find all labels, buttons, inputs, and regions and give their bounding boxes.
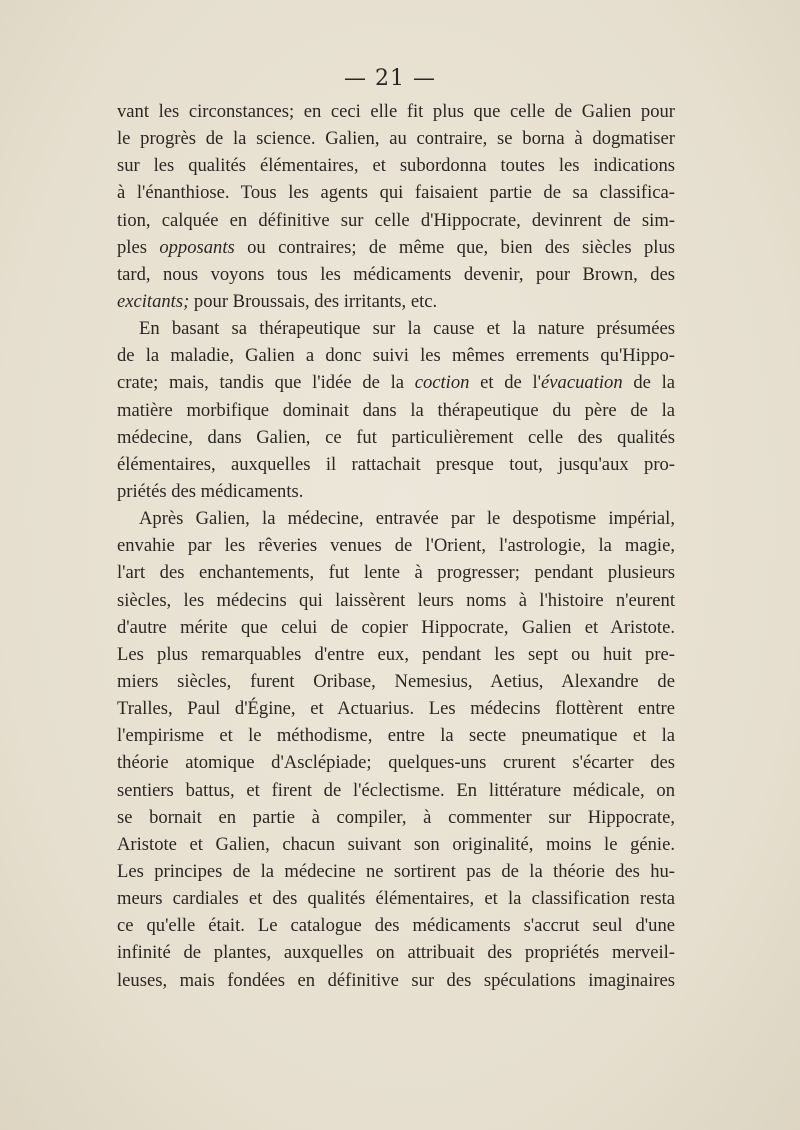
text-line: leuses, mais fondées en définitive sur des spéculations imaginaires: [117, 969, 675, 991]
text-line: Tralles, Paul d'Égine, et Actuarius. Les médecins flottèrent entre: [117, 698, 675, 720]
text-line: le progrès de la science. Galien, au contraire, se borna à dogmatiser: [117, 128, 675, 150]
paragraph: [117, 98, 675, 315]
body-text: [117, 98, 675, 994]
page-number: — 21 —: [344, 66, 436, 91]
italic-term: évacuation: [541, 372, 623, 394]
text-line: matière morbifique dominait dans la thérapeutique du père de la: [117, 399, 675, 421]
text-line: envahie par les rêveries venues de l'Orient, l'astrologie, la magie,: [117, 535, 675, 557]
text-line: miers siècles, furent Oribase, Nemesius, Aetius, Alexandre de: [117, 670, 675, 692]
text-line: l'art des enchantements, fut lente à progresser; pendant plusieurs: [117, 562, 675, 584]
text-line: l'empirisme et le méthodisme, entre la secte pneumatique et la: [117, 725, 675, 747]
text-line: infinité de plantes, auxquelles on attribuait des propriétés merveil-: [117, 942, 675, 964]
italic-term: opposants: [159, 236, 235, 258]
text-line: Les plus remarquables d'entre eux, pendant les sept ou huit pre-: [117, 643, 675, 665]
text-line: Aristote et Galien, chacun suivant son originalité, moins le génie.: [117, 833, 675, 855]
text-line: En basant sa thérapeutique sur la cause et la nature présumées: [139, 318, 675, 340]
text-line: meurs cardiales et des qualités élémentaires, et la classification resta: [117, 888, 675, 910]
text-line: se bornait en partie à compiler, à commenter sur Hippocrate,: [117, 806, 675, 828]
text-line: à l'énanthiose. Tous les agents qui faisaient partie de sa classifica-: [117, 182, 675, 204]
text-line: crate; mais, tandis que l'idée de la coction et de l'évacuation de la: [117, 372, 676, 394]
text-line: ce qu'elle était. Le catalogue des médicaments s'accrut seul d'une: [117, 915, 675, 937]
text-line: Après Galien, la médecine, entravée par le despotisme impérial,: [139, 508, 675, 530]
text-line: élémentaires, auxquelles il rattachait presque tout, jusqu'aux pro-: [117, 453, 675, 475]
text-line: tion, calquée en définitive sur celle d'Hippocrate, devinrent de sim-: [117, 209, 675, 231]
text-line: tard, nous voyons tous les médicaments devenir, pour Brown, des: [117, 263, 675, 285]
text-line: théorie atomique d'Asclépiade; quelques-uns crurent s'écarter des: [117, 752, 675, 774]
text-line: siècles, les médecins qui laissèrent leurs noms à l'histoire n'eurent: [117, 589, 675, 611]
italic-term: excitants;: [117, 290, 190, 312]
text-line: excitants; pour Broussais, des irritants, etc.: [117, 290, 438, 312]
text-line: de la maladie, Galien a donc suivi les mêmes errements qu'Hippo-: [117, 345, 675, 367]
text-line: Les principes de la médecine ne sortirent pas de la théorie des hu-: [117, 860, 675, 882]
italic-term: coction: [414, 372, 470, 394]
text-line: médecine, dans Galien, ce fut particulièrement celle des qualités: [117, 426, 675, 448]
text-line: sur les qualités élémentaires, et subordonna toutes les indications: [117, 155, 675, 177]
text-line: vant les circonstances; en ceci elle fit plus que celle de Galien pour: [117, 101, 675, 122]
text-line: priétés des médicaments.: [117, 480, 304, 502]
paragraph: [117, 505, 675, 994]
text-line: sentiers battus, et firent de l'éclectisme. En littérature médicale, on: [117, 779, 675, 801]
text-line: d'autre mérite que celui de copier Hippocrate, Galien et Aristote.: [117, 616, 675, 638]
paragraph: [117, 315, 675, 505]
text-line: ples opposants ou contraires; de même que, bien des siècles plus: [117, 236, 675, 258]
